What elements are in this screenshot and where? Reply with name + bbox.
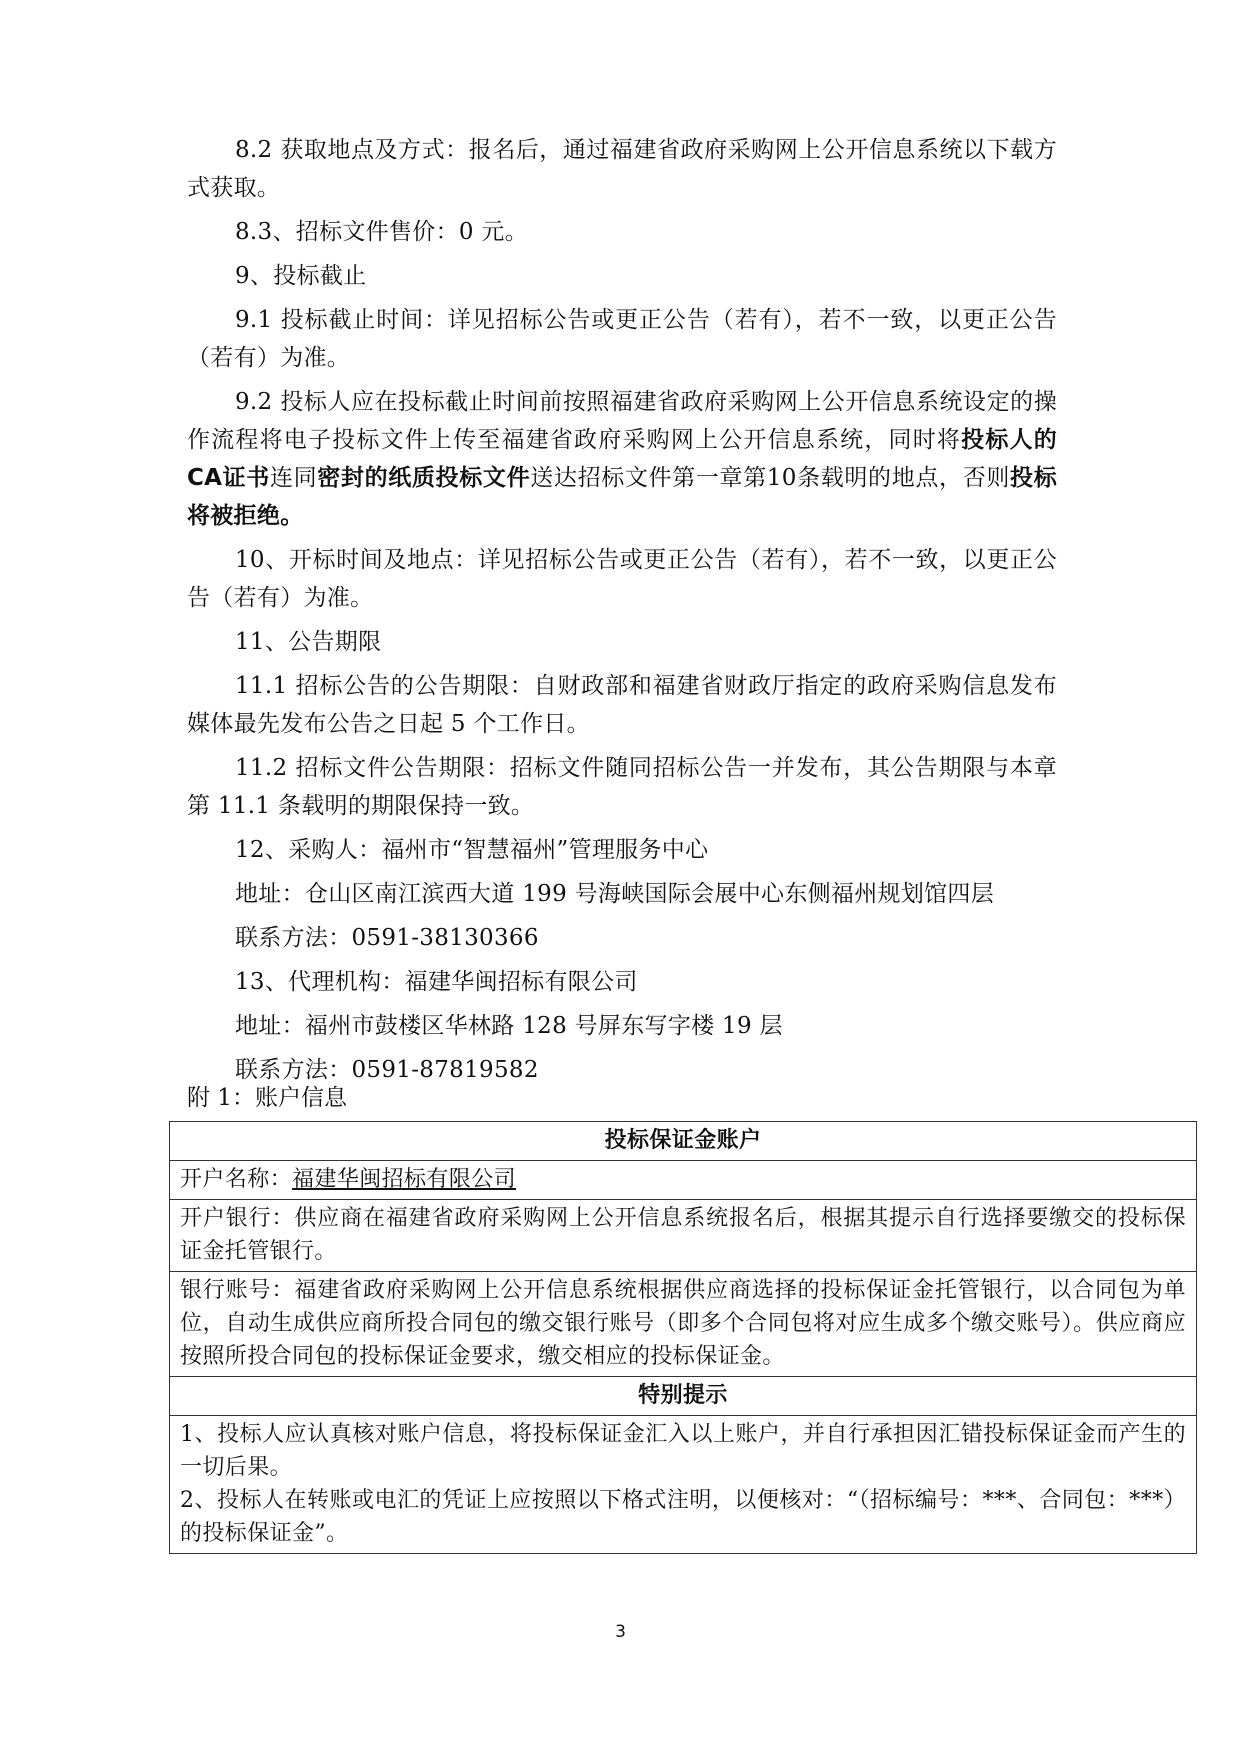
purchaser: 12、采购人：福州市“智慧福州”管理服务中心 <box>235 837 709 863</box>
bank-cell: 开户银行：供应商在福建省政府采购网上公开信息系统报名后，根据其提示自行选择要缴交的投标保证金托管银行。 <box>170 1200 1197 1272</box>
paragraph-9-2-text-2: 连同 <box>269 465 318 491</box>
table-row <box>170 1200 1197 1272</box>
paragraph-9-2-text-1: 9.2 投标人应在投标截止时间前按照福建省政府采购网上公开信息系统设定的操作流程将电子投标文件上传至福建省政府采购网上公开信息系统，同时将 <box>187 389 1057 453</box>
paragraph-8-2: 8.2 获取地点及方式：报名后，通过福建省政府采购网上公开信息系统以下载方式获取。 <box>187 137 1057 201</box>
notice-item-1: 1、投标人应认真核对账户信息，将投标保证金汇入以上账户，并自行承担因汇错投标保证金而产生的一切后果。 <box>180 1422 1186 1480</box>
paragraph-8-3: 8.3、招标文件售价：0 元。 <box>235 219 529 245</box>
ca-certificate-emphasis: 投标人的CA证书 <box>187 427 1057 491</box>
table-row <box>170 1161 1197 1200</box>
rejection-emphasis: 投标将被拒绝。 <box>187 465 1057 529</box>
purchaser-contact: 联系方法：0591-38130366 <box>235 925 539 951</box>
paragraph-10: 10、开标时间及地点：详见招标公告或更正公告（若有），若不一致，以更正公告（若有）为准。 <box>187 547 1057 611</box>
paragraph-9-2 <box>187 383 1057 535</box>
table-row <box>170 1416 1197 1554</box>
agency-address: 地址：福州市鼓楼区华林路 128 号屏东写字楼 19 层 <box>235 1013 783 1039</box>
agency-contact: 联系方法：0591-87819582 <box>235 1057 539 1083</box>
table-row <box>170 1272 1197 1377</box>
notice-cell <box>170 1416 1197 1554</box>
deposit-account-header: 投标保证金账户 <box>170 1122 1197 1161</box>
document-body <box>187 131 1057 1095</box>
table-row <box>170 1377 1197 1416</box>
page-number: 3 <box>615 1622 626 1642</box>
section-9-heading: 9、投标截止 <box>235 263 367 289</box>
appendix-label: 附 1：账户信息 <box>187 1085 347 1111</box>
account-name-cell <box>170 1161 1197 1200</box>
special-notice-header: 特别提示 <box>170 1377 1197 1416</box>
paragraph-9-1: 9.1 投标截止时间：详见招标公告或更正公告（若有），若不一致，以更正公告（若有）为准。 <box>187 307 1057 371</box>
paragraph-11-1: 11.1 招标公告的公告期限：自财政部和福建省财政厅指定的政府采购信息发布媒体最先发布公告之日起 5 个工作日。 <box>187 673 1057 737</box>
agency: 13、代理机构：福建华闽招标有限公司 <box>235 969 638 995</box>
sealed-documents-emphasis: 密封的纸质投标文件 <box>317 465 531 491</box>
table-row <box>170 1122 1197 1161</box>
account-info-table <box>169 1121 1197 1554</box>
section-11-heading: 11、公告期限 <box>235 629 382 655</box>
purchaser-address: 地址：仓山区南江滨西大道 199 号海峡国际会展中心东侧福州规划馆四层 <box>235 881 995 907</box>
account-name-label: 开户名称： <box>180 1167 293 1192</box>
account-name-value: 福建华闽招标有限公司 <box>292 1167 517 1192</box>
notice-item-2: 2、投标人在转账或电汇的凭证上应按照以下格式注明，以便核对：“（招标编号：***、合同包：***）的投标保证金”。 <box>180 1488 1186 1546</box>
account-number-cell: 银行账号：福建省政府采购网上公开信息系统根据供应商选择的投标保证金托管银行，以合同包为单位，自动生成供应商所投合同包的缴交银行账号（即多个合同包将对应生成多个缴交账号）。供应商应按照所投合同包的投标保证金要求，缴交相应的投标保证金。 <box>170 1272 1197 1377</box>
paragraph-11-2: 11.2 招标文件公告期限：招标文件随同招标公告一并发布，其公告期限与本章第 11.1 条载明的期限保持一致。 <box>187 755 1057 819</box>
paragraph-9-2-text-3: 送达招标文件第一章第10条载明的地点，否则 <box>530 465 1011 491</box>
